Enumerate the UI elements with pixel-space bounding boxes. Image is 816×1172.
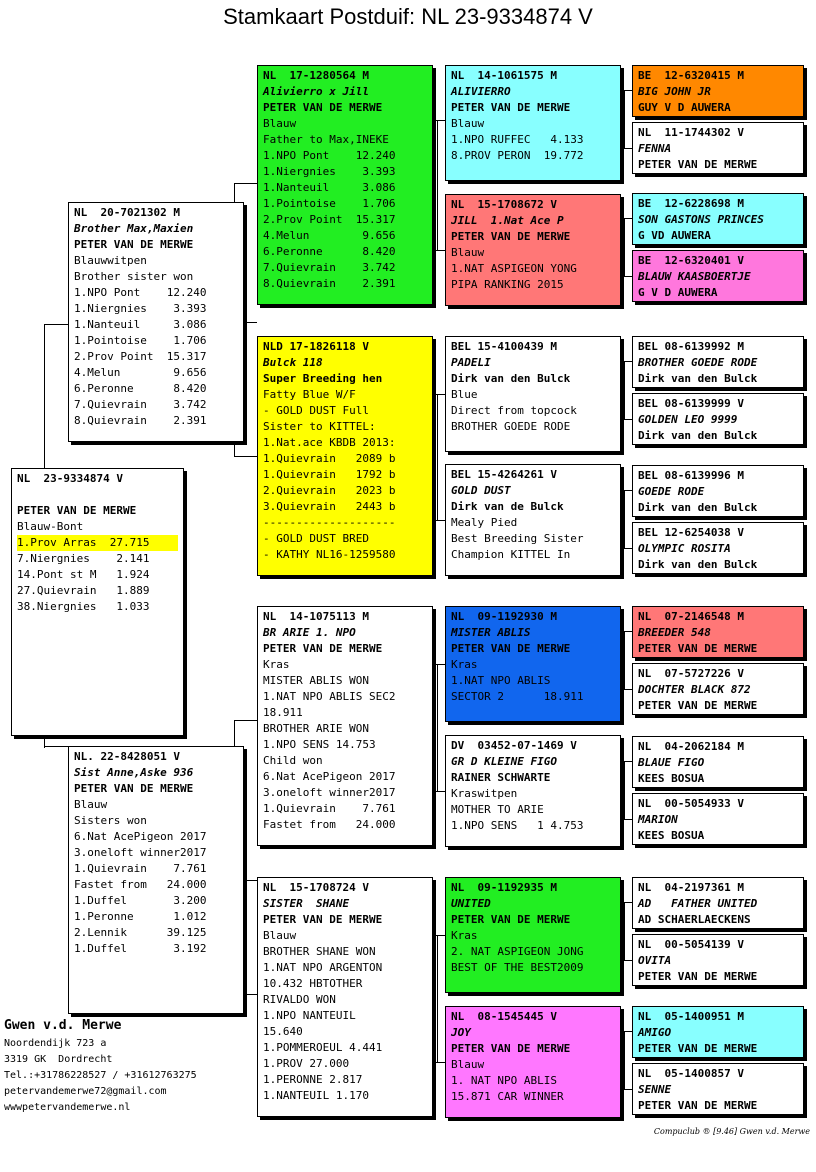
connector-line (244, 880, 257, 881)
ring-number: NL 09-1192930 M (451, 610, 557, 623)
pedigree-line: Brother sister won (74, 270, 194, 283)
ring-number: NL 04-2062184 M (638, 740, 744, 753)
pedigree-line: MISTER ABLIS WON (263, 674, 369, 687)
connector-line (437, 935, 438, 1062)
pedigree-line: 1.PROV 27.000 (263, 1057, 350, 1070)
ring-number: BEL 12-6254038 V (638, 526, 744, 539)
ring-number: NL 04-2197361 M (638, 881, 744, 894)
pigeon-name: SON GASTONS PRINCES (638, 213, 764, 226)
pigeon-name: SISTER SHANE (263, 897, 350, 910)
pigeon-name: GOLD DUST (451, 484, 511, 497)
great-great-grandparent-card (632, 250, 804, 302)
pigeon-name: GOEDE RODE (638, 485, 705, 498)
pigeon-name: PADELI (451, 356, 491, 369)
connector-line (437, 394, 438, 520)
ring-number: NL 00-5054933 V (638, 797, 744, 810)
great-great-grandparent-card (632, 393, 804, 445)
great-grandparent-card (445, 336, 621, 452)
pedigree-line: 1.Duffel 3.200 (74, 894, 207, 907)
great-great-grandparent-card (632, 1006, 804, 1058)
great-grandparent-card (445, 735, 621, 847)
pedigree-line: Sisters won (74, 814, 147, 827)
pedigree-line: 1.NPO SENS 1 4.753 (451, 819, 584, 832)
pedigree-line: 15.640 (263, 1025, 303, 1038)
pedigree-line: 2.Prov Point 15.317 (263, 213, 396, 226)
grand-dam-maternal-card (257, 877, 433, 1117)
owner-name: PETER VAN DE MERWE (451, 101, 571, 114)
ring-number: NL 08-1545445 V (451, 1010, 557, 1023)
ring-number: NL 00-5054139 V (638, 938, 744, 951)
owner-name: PETER VAN DE MERWE (451, 230, 571, 243)
pedigree-line: 2.Prov Point 15.317 (74, 350, 207, 363)
owner-name: PETER VAN DE MERWE (638, 1099, 758, 1112)
owner-name: PETER VAN DE MERWE (74, 238, 194, 251)
connector-line (44, 746, 68, 747)
ring-number: BE 12-6228698 M (638, 197, 744, 210)
connector-line (624, 761, 625, 819)
pedigree-line: Kras (451, 658, 478, 671)
pedigree-line: 1.Niergnies 3.393 (74, 302, 207, 315)
connector-line (433, 394, 445, 395)
pedigree-line: 1.Prov Arras 27.715 (17, 535, 178, 551)
ring-number: NL 09-1192935 M (451, 881, 557, 894)
great-great-grandparent-card (632, 606, 804, 658)
ring-number: NL 05-1400951 M (638, 1010, 744, 1023)
owner-name: PETER VAN DE MERWE (638, 1042, 758, 1055)
connector-line (433, 664, 445, 665)
ring-number: BEL 08-6139992 M (638, 340, 744, 353)
great-grandparent-card (445, 1006, 621, 1118)
ring-number: NL 07-5727226 V (638, 667, 744, 680)
owner-name: GUY V D AUWERA (638, 101, 731, 114)
great-great-grandparent-card (632, 736, 804, 788)
pedigree-line: 10.432 HBTOTHER (263, 977, 363, 990)
pedigree-line: 3.Quievrain 2443 b (263, 500, 396, 513)
pedigree-line: 1.NPO Pont 12.240 (263, 149, 396, 162)
connector-line (437, 664, 438, 791)
pedigree-line: 1.Duffel 3.192 (74, 942, 207, 955)
pedigree-line: 1.NPO NANTEUIL (263, 1009, 356, 1022)
connector-line (621, 276, 632, 277)
email-address[interactable]: petervandemerwe72@gmail.com (4, 1086, 167, 1097)
pedigree-line: - GOLD DUST Full (263, 404, 369, 417)
ring-number: NL 07-2146548 M (638, 610, 744, 623)
dam-card (68, 746, 244, 1014)
connector-line (621, 218, 632, 219)
owner-name: Dirk van den Bulck (638, 429, 758, 442)
ring-number: BE 12-6320401 V (638, 254, 744, 267)
ring-number: NLD 17-1826118 V (263, 340, 369, 353)
owner-name: G VD AUWERA (638, 229, 711, 242)
pedigree-line: 1.NANTEUIL 1.170 (263, 1089, 369, 1102)
ring-number: BEL 15-4100439 M (451, 340, 557, 353)
pedigree-line: BROTHER SHANE WON (263, 945, 376, 958)
pedigree-line: 7.Niergnies 2.141 (17, 552, 150, 565)
pedigree-line: Kraswitpen (451, 787, 518, 800)
pedigree-line: Blauw (263, 929, 297, 942)
software-credit: Compuclub ® [9.46] Gwen v.d. Merwe (653, 1127, 810, 1136)
owner-name: PETER VAN DE MERWE (263, 913, 383, 926)
pigeon-name: FENNA (638, 142, 672, 155)
owner-name: PETER VAN DE MERWE (638, 642, 758, 655)
pedigree-line: 1.Nat.ace KBDB 2013: (263, 436, 396, 449)
pigeon-name: Alivierro x Jill (263, 85, 369, 98)
connector-line (621, 902, 632, 903)
pigeon-name: BLAUW KAASBOERTJE (638, 270, 751, 283)
great-great-grandparent-card (632, 793, 804, 845)
grand-dam-paternal-card (257, 336, 433, 576)
pigeon-name: JOY (451, 1026, 471, 1039)
connector-line (621, 960, 632, 961)
ring-number: BEL 08-6139996 M (638, 469, 744, 482)
pedigree-line: 4.Melun 9.656 (263, 229, 396, 242)
ring-number: NL 17-1280564 M (263, 69, 369, 82)
pigeon-name: Bulck 118 (263, 356, 323, 369)
great-grandparent-card (445, 65, 621, 181)
pedigree-line: 1.Quievrain 7.761 (74, 862, 207, 875)
phone-number: Tel.:+31786228527 / +31612763275 (4, 1070, 197, 1081)
pedigree-line: 1.Niergnies 3.393 (263, 165, 396, 178)
pigeon-name: Sist Anne,Aske 936 (74, 766, 194, 779)
connector-line (621, 689, 632, 690)
pedigree-line: 1.NAT NPO ABLIS (451, 674, 551, 687)
pedigree-line: Blauw (263, 117, 297, 130)
owner-name: PETER VAN DE MERWE (263, 101, 383, 114)
connector-line (44, 324, 45, 468)
pedigree-line: 3.oneloft winner2017 (263, 786, 396, 799)
connector-line (624, 218, 625, 276)
connector-line (433, 1062, 445, 1063)
pedigree-line: 1.Pointoise 1.706 (74, 334, 207, 347)
pedigree-line: 27.Quievrain 1.889 (17, 584, 150, 597)
pigeon-name: UNITED (451, 897, 491, 910)
pedigree-line: 1.Nanteuil 3.086 (74, 318, 207, 331)
connector-line (433, 520, 445, 521)
owner-name: KEES BOSUA (638, 772, 705, 785)
pedigree-line: RIVALDO WON (263, 993, 336, 1006)
pigeon-name: AD FATHER UNITED (638, 897, 758, 910)
ring-number: BE 12-6320415 M (638, 69, 744, 82)
pedigree-line: - GOLD DUST BRED (263, 532, 369, 545)
pigeon-name: BROTHER GOEDE RODE (638, 356, 758, 369)
owner-name: Dirk van den Bulck (451, 372, 571, 385)
pedigree-line: 1.NAT ASPIGEON YONG (451, 262, 577, 275)
pedigree-line: 8.PROV PERON 19.772 (451, 149, 584, 162)
pedigree-line: 8.Quievrain 2.391 (263, 277, 396, 290)
owner-name: PETER VAN DE MERWE (263, 642, 383, 655)
ring-number: NL 15-1708724 V (263, 881, 369, 894)
connector-line (234, 456, 257, 457)
owner-name: Dirk van de Bulck (451, 500, 564, 513)
great-grandparent-card (445, 606, 621, 722)
pedigree-line: 7.Quievrain 3.742 (74, 398, 207, 411)
pedigree-line: 1.Quievrain 2089 b (263, 452, 396, 465)
pigeon-name: OLYMPIC ROSITA (638, 542, 731, 555)
website-link[interactable]: wwwpetervandemerwe.nl (4, 1102, 131, 1113)
grand-sire-paternal-card (257, 65, 433, 305)
pigeon-name: SENNE (638, 1083, 672, 1096)
pigeon-name: BIG JOHN JR (638, 85, 711, 98)
pedigree-line: 1.Pointoise 1.706 (263, 197, 396, 210)
pigeon-name: GR D KLEINE FIGO (451, 755, 557, 768)
pedigree-line: -------------------- (263, 516, 396, 529)
pedigree-line: 1.POMMEROEUL 4.441 (263, 1041, 383, 1054)
ring-number: BEL 08-6139999 V (638, 397, 744, 410)
pedigree-line: Father to Max,INEKE (263, 133, 389, 146)
owner-name: PETER VAN DE MERWE (638, 699, 758, 712)
pedigree-line: Blauw-Bont (17, 520, 84, 533)
connector-line (624, 1031, 625, 1089)
address-line-1: Noordendijk 723 a (4, 1038, 107, 1049)
pedigree-line: 2.Quievrain 2023 b (263, 484, 396, 497)
pigeon-name: BR ARIE 1. NPO (263, 626, 356, 639)
pedigree-line: BEST OF THE BEST2009 (451, 961, 584, 974)
owner-name: G V D AUWERA (638, 286, 718, 299)
subject-pigeon-card (11, 468, 184, 736)
connector-line (433, 935, 445, 936)
pigeon-name: ALIVIERRO (451, 85, 511, 98)
connector-line (44, 324, 68, 325)
connector-line (621, 631, 632, 632)
pedigree-line: Best Breeding Sister (451, 532, 584, 545)
great-great-grandparent-card (632, 663, 804, 715)
connector-line (621, 1031, 632, 1032)
ring-number: NL 05-1400857 V (638, 1067, 744, 1080)
connector-line (621, 1089, 632, 1090)
owner-name: PETER VAN DE MERWE (451, 1042, 571, 1055)
breeder-name: Gwen v.d. Merwe (4, 1018, 122, 1033)
pedigree-line: Fatty Blue W/F (263, 388, 356, 401)
sire-card (68, 202, 244, 442)
pedigree-line: 8.Quievrain 2.391 (74, 414, 207, 427)
connector-line (621, 819, 632, 820)
pigeon-name: BLAUE FIGO (638, 756, 705, 769)
pedigree-line: MOTHER TO ARIE (451, 803, 544, 816)
great-great-grandparent-card (632, 193, 804, 245)
owner-name: AD SCHAERLAECKENS (638, 913, 751, 926)
pedigree-line: 1.NAT NPO ABLIS SEC2 (263, 690, 396, 703)
pigeon-name: MISTER ABLIS (451, 626, 531, 639)
pedigree-line: 1.NPO RUFFEC 4.133 (451, 133, 584, 146)
connector-line (433, 791, 445, 792)
connector-line (244, 322, 257, 323)
pigeon-name: DOCHTER BLACK 872 (638, 683, 751, 696)
grand-sire-maternal-card (257, 606, 433, 846)
pedigree-line: Blauwwitpen (74, 254, 147, 267)
pedigree-line: - KATHY NL16-1259580 (263, 548, 396, 561)
pedigree-line: 6.Peronne 8.420 (263, 245, 396, 258)
great-grandparent-card (445, 194, 621, 306)
address-line-2: 3319 GK Dordrecht (4, 1054, 113, 1065)
connector-line (437, 120, 438, 250)
pedigree-line: PIPA RANKING 2015 (451, 278, 564, 291)
pedigree-line: 1.Quievrain 1792 b (263, 468, 396, 481)
pedigree-line: Blue (451, 388, 478, 401)
pedigree-line: Direct from topcock (451, 404, 577, 417)
breeding-note: Super Breeding hen (263, 372, 383, 385)
pedigree-line: SECTOR 2 18.911 (451, 690, 584, 703)
ring-number: NL 14-1075113 M (263, 610, 369, 623)
connector-line (624, 902, 625, 960)
pedigree-line: 15.871 CAR WINNER (451, 1090, 564, 1103)
owner-name: Dirk van den Bulck (638, 558, 758, 571)
pedigree-line: Kras (263, 658, 290, 671)
pedigree-line: Fastet from 24.000 (74, 878, 207, 891)
owner-name: Dirk van den Bulck (638, 372, 758, 385)
pedigree-line: 1.PERONNE 2.817 (263, 1073, 363, 1086)
pedigree-line: Fastet from 24.000 (263, 818, 396, 831)
connector-line (621, 419, 632, 420)
great-grandparent-card (445, 464, 621, 576)
ring-number: NL 23-9334874 V (17, 472, 123, 485)
great-great-grandparent-card (632, 1063, 804, 1115)
pigeon-name: JILL 1.Nat Ace P (451, 214, 564, 227)
breeder-contact (4, 1016, 197, 1116)
great-great-grandparent-card (632, 465, 804, 517)
connector-line (621, 90, 632, 91)
owner-name: Dirk van den Bulck (638, 501, 758, 514)
owner-name: PETER VAN DE MERWE (638, 970, 758, 983)
pedigree-line: 18.911 (263, 706, 303, 719)
connector-line (624, 631, 625, 689)
connector-line (621, 548, 632, 549)
pedigree-line (17, 487, 178, 503)
connector-line (624, 490, 625, 548)
owner-name: KEES BOSUA (638, 829, 705, 842)
pedigree-line: 1.Peronne 1.012 (74, 910, 207, 923)
pedigree-line: 6.Nat AcePigeon 2017 (263, 770, 396, 783)
pedigree-line: Blauw (451, 1058, 485, 1071)
pedigree-line: 1.NPO SENS 14.753 (263, 738, 376, 751)
pigeon-name: MARION (638, 813, 678, 826)
page-title: Stamkaart Postduif: NL 23-9334874 V (223, 4, 593, 29)
pedigree-line: Champion KITTEL In (451, 548, 571, 561)
pedigree-line: Blauw (451, 246, 485, 259)
pedigree-line: 2.Lennik 39.125 (74, 926, 207, 939)
connector-line (624, 361, 625, 419)
pedigree-line: 6.Nat AcePigeon 2017 (74, 830, 207, 843)
pigeon-name: GOLDEN LEO 9999 (638, 413, 738, 426)
pedigree-line: 38.Niergnies 1.033 (17, 600, 150, 613)
great-grandparent-card (445, 877, 621, 993)
great-great-grandparent-card (632, 934, 804, 986)
owner-name: RAINER SCHWARTE (451, 771, 551, 784)
pedigree-line: Sister to KITTEL: (263, 420, 376, 433)
owner-name: PETER VAN DE MERWE (451, 642, 571, 655)
ring-number: NL 14-1061575 M (451, 69, 557, 82)
great-great-grandparent-card (632, 336, 804, 388)
pedigree-line: 2. NAT ASPIGEON JONG (451, 945, 584, 958)
pedigree-line: 7.Quievrain 3.742 (263, 261, 396, 274)
connector-line (621, 490, 632, 491)
pedigree-line: BROTHER ARIE WON (263, 722, 369, 735)
connector-line (234, 720, 257, 721)
owner-name: PETER VAN DE MERWE (74, 782, 194, 795)
pedigree-line: 1. NAT NPO ABLIS (451, 1074, 557, 1087)
connector-line (234, 183, 257, 184)
connector-line (621, 361, 632, 362)
connector-line (621, 148, 632, 149)
pigeon-name: Brother Max,Maxien (74, 222, 194, 235)
pedigree-line: Mealy Pied (451, 516, 518, 529)
great-great-grandparent-card (632, 65, 804, 117)
great-great-grandparent-card (632, 522, 804, 574)
pedigree-line: Blauw (451, 117, 485, 130)
pigeon-name: OVITA (638, 954, 672, 967)
pedigree-line: 1.Quievrain 7.761 (263, 802, 396, 815)
ring-number: DV 03452-07-1469 V (451, 739, 577, 752)
connector-line (433, 250, 445, 251)
ring-number: BEL 15-4264261 V (451, 468, 557, 481)
ring-number: NL. 22-8428051 V (74, 750, 180, 763)
ring-number: NL 20-7021302 M (74, 206, 180, 219)
pedigree-line: 14.Pont st M 1.924 (17, 568, 150, 581)
pedigree-line: Kras (451, 929, 478, 942)
owner-name: PETER VAN DE MERWE (17, 504, 137, 517)
pedigree-line: 1.Nanteuil 3.086 (263, 181, 396, 194)
ring-number: NL 11-1744302 V (638, 126, 744, 139)
pedigree-line: 1.NPO Pont 12.240 (74, 286, 207, 299)
pedigree-line: 4.Melun 9.656 (74, 366, 207, 379)
connector-line (624, 90, 625, 148)
ring-number: NL 15-1708672 V (451, 198, 557, 211)
pedigree-line: 6.Peronne 8.420 (74, 382, 207, 395)
great-great-grandparent-card (632, 877, 804, 929)
connector-line (433, 120, 445, 121)
pedigree-line: 1.NAT NPO ARGENTON (263, 961, 383, 974)
pedigree-line: BROTHER GOEDE RODE (451, 420, 571, 433)
pigeon-name: BREEDER 548 (638, 626, 711, 639)
pedigree-line: 3.oneloft winner2017 (74, 846, 207, 859)
connector-line (621, 761, 632, 762)
pedigree-line: Child won (263, 754, 323, 767)
pedigree-line: Blauw (74, 798, 108, 811)
pigeon-name: AMIGO (638, 1026, 672, 1039)
owner-name: PETER VAN DE MERWE (451, 913, 571, 926)
great-great-grandparent-card (632, 122, 804, 174)
owner-name: PETER VAN DE MERWE (638, 158, 758, 171)
